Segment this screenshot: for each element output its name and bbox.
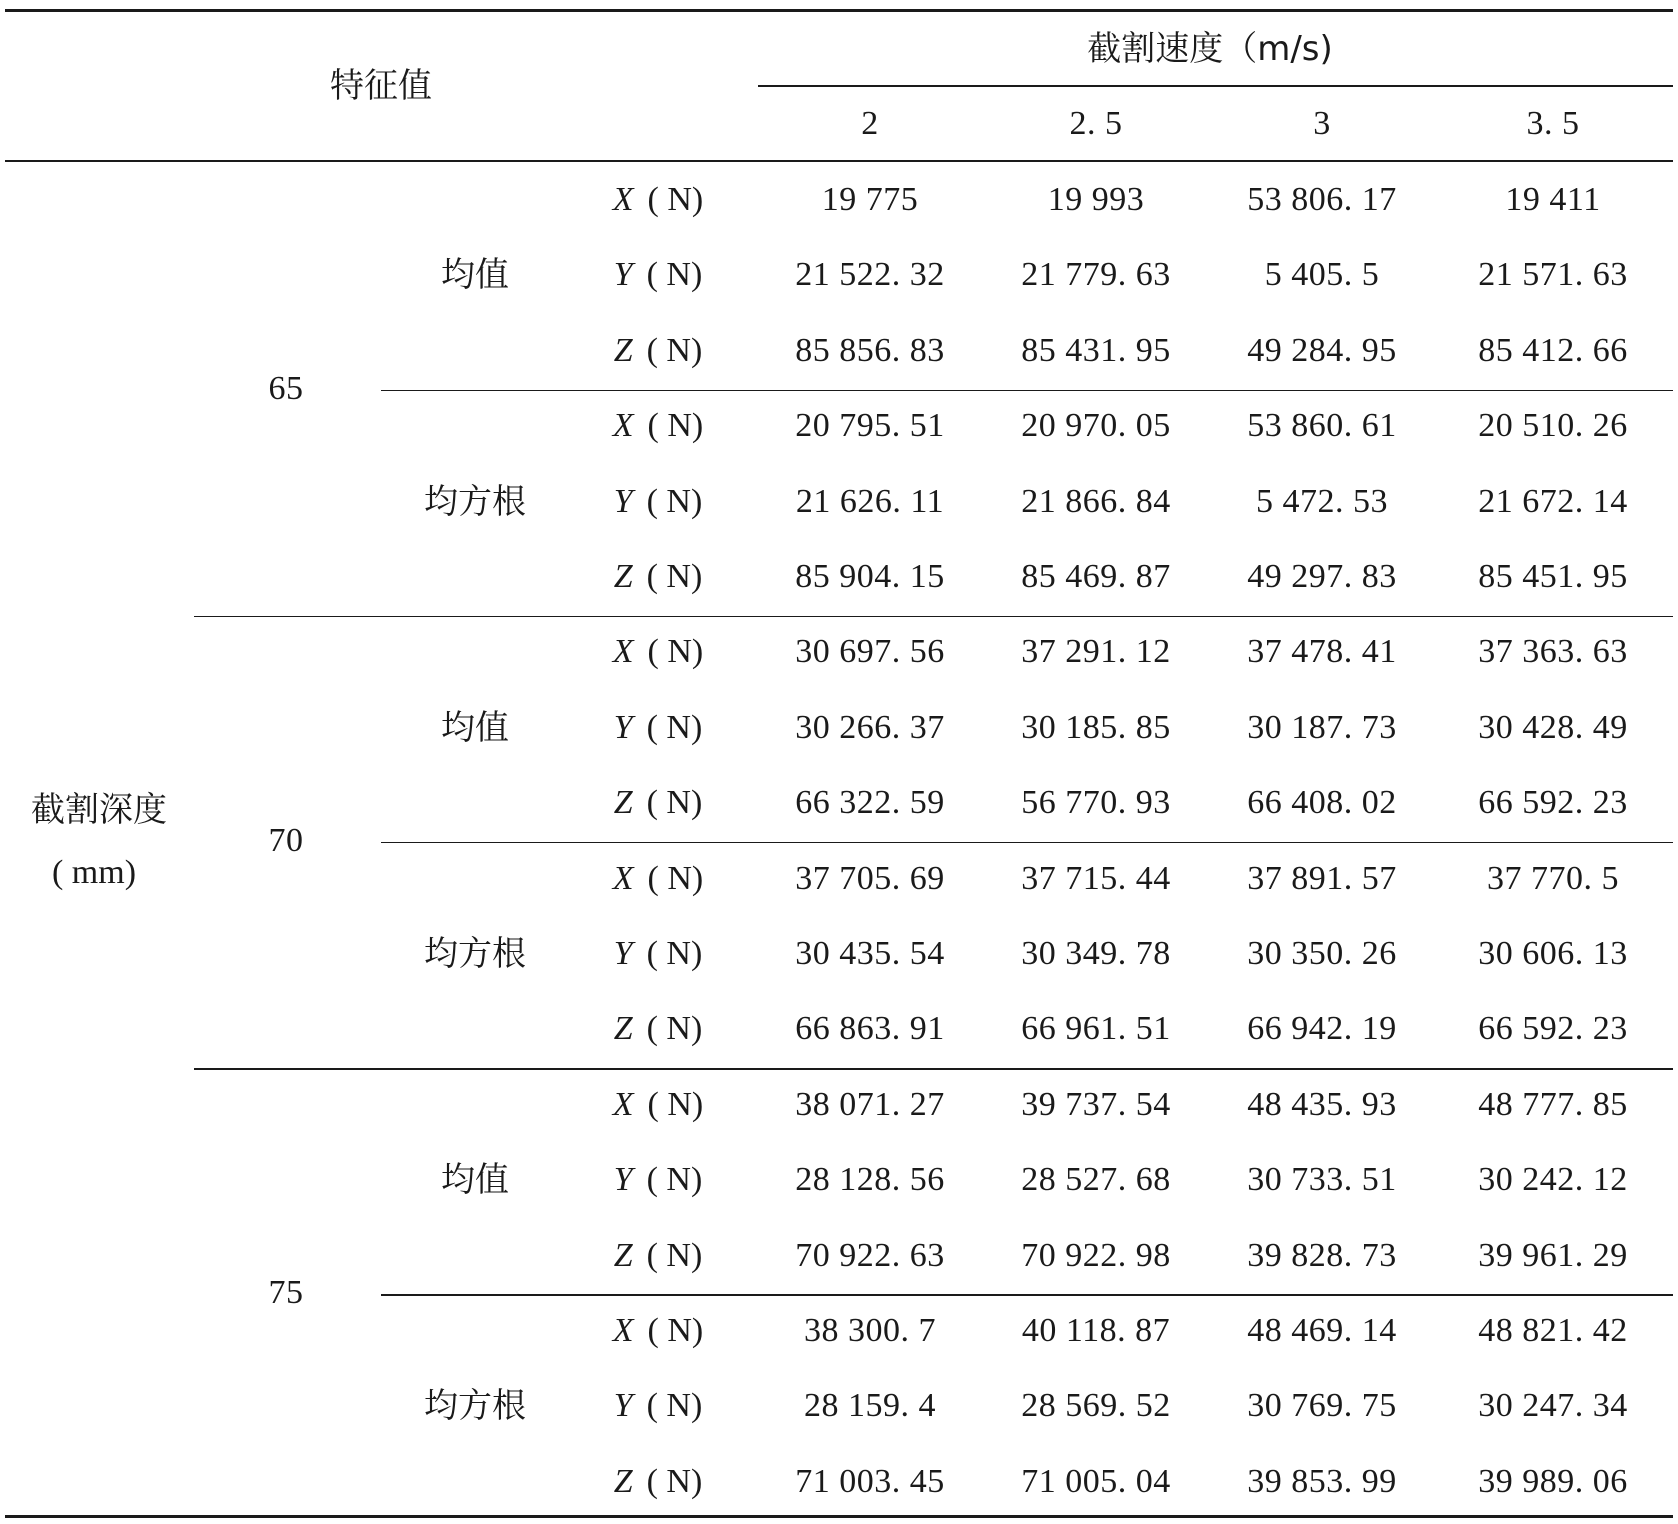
- axis-letter: Y: [613, 708, 633, 746]
- axis-letter: Y: [613, 1387, 633, 1425]
- axis-label: [613, 1085, 703, 1125]
- axis-unit: ( N): [647, 633, 704, 671]
- axis-label: [614, 708, 703, 748]
- axis-label: [614, 1236, 703, 1276]
- table-cell: 20 510. 26: [1478, 407, 1628, 445]
- table-cell: 38 300. 7: [804, 1312, 936, 1349]
- stat-label: 均方根: [424, 1386, 526, 1427]
- table-cell: 30 769. 75: [1247, 1387, 1397, 1425]
- table-cell: 30 185. 85: [1021, 708, 1171, 746]
- table-cell: 71 005. 04: [1021, 1462, 1171, 1500]
- axis-unit: ( N): [646, 784, 703, 822]
- axis-letter: Z: [613, 558, 633, 595]
- stat-label: 均方根: [424, 934, 526, 974]
- axis-label: [614, 1462, 703, 1502]
- table-cell: 38 071. 27: [795, 1085, 945, 1123]
- axis-unit: ( N): [647, 1312, 704, 1349]
- table-cell: 39 853. 99: [1247, 1462, 1397, 1500]
- speed-col-4: 3. 5: [1526, 105, 1580, 142]
- axis-letter: X: [612, 633, 634, 671]
- table-cell: 85 469. 87: [1021, 558, 1171, 595]
- depth-value: 70: [268, 821, 304, 859]
- table-cell: 53 806. 17: [1247, 181, 1397, 218]
- table-cell: 66 961. 51: [1021, 1010, 1171, 1048]
- axis-label: [614, 934, 703, 974]
- table-cell: 28 128. 56: [795, 1161, 945, 1199]
- axis-unit: ( N): [646, 482, 703, 520]
- table-cell: 85 904. 15: [795, 558, 945, 595]
- axis-label: [614, 255, 703, 295]
- table-cell: 70 922. 98: [1021, 1236, 1171, 1274]
- axis-unit: ( N): [646, 256, 703, 294]
- axis-unit: ( N): [646, 935, 703, 972]
- table-cell: 48 469. 14: [1247, 1312, 1397, 1349]
- table-cell: 30 242. 12: [1478, 1161, 1628, 1199]
- axis-unit: ( N): [646, 558, 703, 595]
- table-cell: 85 856. 83: [795, 331, 945, 369]
- axis-letter: Y: [613, 1161, 633, 1199]
- table-cell: 49 297. 83: [1247, 558, 1397, 595]
- table-cell: 19 775: [821, 181, 919, 218]
- feature-value-header: 特征值: [330, 66, 432, 106]
- axis-letter: Z: [613, 1010, 633, 1048]
- table-cell: 19 411: [1505, 181, 1601, 218]
- table-cell: 85 451. 95: [1478, 558, 1628, 595]
- axis-unit: ( N): [646, 1387, 703, 1425]
- table-cell: 30 697. 56: [795, 633, 945, 671]
- axis-unit: ( N): [646, 1010, 703, 1048]
- axis-letter: Z: [613, 784, 633, 822]
- table-cell: 49 284. 95: [1247, 331, 1397, 369]
- table-cell: 66 863. 91: [795, 1010, 945, 1048]
- table-cell: 28 527. 68: [1021, 1161, 1171, 1199]
- table-cell: 30 435. 54: [795, 935, 945, 972]
- table-cell: 21 626. 11: [795, 482, 945, 520]
- table-cell: 19 993: [1047, 181, 1145, 218]
- table-cell: 21 571. 63: [1478, 256, 1628, 294]
- cutting-speed-header: 截割速度（m/s): [1087, 29, 1333, 69]
- header-bottom-rule: [5, 160, 1673, 162]
- table-cell: 66 408. 02: [1247, 784, 1397, 822]
- axis-letter: Y: [613, 482, 633, 520]
- axis-unit: ( N): [647, 181, 704, 218]
- cutting-depth-label: 截割深度: [31, 790, 167, 830]
- axis-unit: ( N): [646, 1161, 703, 1199]
- axis-label: [614, 331, 703, 371]
- axis-letter: X: [612, 181, 634, 218]
- table-cell: 56 770. 93: [1021, 784, 1171, 822]
- table-cell: 71 003. 45: [795, 1462, 945, 1500]
- axis-unit: ( N): [646, 1236, 703, 1274]
- axis-letter: X: [612, 859, 634, 897]
- group-divider: [194, 1068, 1673, 1070]
- table-cell: 39 989. 06: [1478, 1462, 1628, 1500]
- table-cell: 30 187. 73: [1247, 708, 1397, 746]
- axis-letter: Z: [613, 331, 633, 369]
- axis-letter: Y: [613, 935, 633, 972]
- table-cell: 28 159. 4: [804, 1387, 936, 1425]
- table-cell: 5 472. 53: [1256, 482, 1388, 520]
- speed-col-2: 2. 5: [1069, 105, 1123, 142]
- table-cell: 5 405. 5: [1264, 256, 1380, 294]
- axis-unit: ( N): [647, 1085, 704, 1123]
- axis-unit: ( N): [647, 407, 704, 445]
- stat-label: 均方根: [424, 481, 526, 522]
- axis-letter: Z: [613, 1462, 633, 1500]
- axis-unit: ( N): [646, 331, 703, 369]
- cutting-depth-unit: ( mm): [51, 854, 137, 891]
- table-cell: 21 672. 14: [1478, 482, 1628, 520]
- table-cell: 48 777. 85: [1478, 1085, 1628, 1123]
- table-cell: 66 942. 19: [1247, 1010, 1397, 1048]
- stat-label: 均值: [441, 707, 509, 748]
- table-cell: 85 431. 95: [1021, 331, 1171, 369]
- table-cell: 21 866. 84: [1021, 482, 1171, 520]
- table-cell: 20 795. 51: [795, 407, 945, 445]
- table-cell: 37 291. 12: [1021, 633, 1171, 671]
- table-cell: 66 592. 23: [1478, 784, 1628, 822]
- axis-label: [614, 482, 703, 522]
- table-cell: 37 478. 41: [1247, 633, 1397, 671]
- axis-label: [614, 557, 703, 597]
- table-cell: 48 435. 93: [1247, 1085, 1397, 1123]
- table-cell: 30 266. 37: [795, 708, 945, 746]
- axis-label: [614, 1160, 703, 1200]
- table-cell: 85 412. 66: [1478, 331, 1628, 369]
- table-cell: 20 970. 05: [1021, 407, 1171, 445]
- table-cell: 30 733. 51: [1247, 1161, 1397, 1199]
- table-cell: 37 715. 44: [1021, 859, 1171, 897]
- axis-label: [613, 1311, 703, 1351]
- table-cell: 37 770. 5: [1487, 859, 1619, 897]
- table-cell: 39 961. 29: [1478, 1236, 1628, 1274]
- table-cell: 30 349. 78: [1021, 935, 1171, 972]
- table-cell: 30 247. 34: [1478, 1387, 1628, 1425]
- table-cell: 37 705. 69: [795, 859, 945, 897]
- table-cell: 39 737. 54: [1021, 1085, 1171, 1123]
- axis-unit: ( N): [646, 708, 703, 746]
- speed-subrule: [758, 85, 1673, 87]
- table-cell: 28 569. 52: [1021, 1387, 1171, 1425]
- axis-letter: X: [612, 1085, 634, 1123]
- table-cell: 48 821. 42: [1478, 1312, 1628, 1349]
- stat-divider: [381, 1294, 1673, 1296]
- axis-label: [614, 1386, 703, 1426]
- group-divider: [194, 616, 1673, 618]
- table-cell: 21 522. 32: [795, 256, 945, 294]
- table-cell: 70 922. 63: [795, 1236, 945, 1274]
- depth-value: 65: [268, 369, 304, 407]
- axis-letter: Z: [613, 1236, 633, 1274]
- axis-label: [613, 632, 703, 672]
- axis-unit: ( N): [647, 859, 704, 897]
- axis-letter: Y: [613, 256, 633, 294]
- table-cell: 40 118. 87: [1021, 1312, 1171, 1349]
- speed-col-3: 3: [1313, 105, 1331, 142]
- table-cell: 30 606. 13: [1478, 935, 1628, 972]
- axis-label: [613, 859, 703, 899]
- bottom-rule: [5, 1515, 1673, 1518]
- speed-col-1: 2: [861, 105, 879, 142]
- table-cell: 30 350. 26: [1247, 935, 1397, 972]
- axis-letter: X: [612, 407, 634, 445]
- table-cell: 39 828. 73: [1247, 1236, 1397, 1274]
- table-cell: 66 592. 23: [1478, 1010, 1628, 1048]
- table-cell: 21 779. 63: [1021, 256, 1171, 294]
- table-cell: 66 322. 59: [795, 784, 945, 822]
- axis-label: [613, 180, 703, 220]
- axis-label: [614, 1009, 703, 1049]
- stat-label: 均值: [441, 1160, 509, 1201]
- table-cell: 53 860. 61: [1247, 407, 1397, 445]
- axis-unit: ( N): [646, 1462, 703, 1500]
- stat-label: 均值: [441, 255, 509, 296]
- table-cell: 37 891. 57: [1247, 859, 1397, 897]
- stat-divider: [381, 390, 1673, 392]
- top-rule: [5, 9, 1673, 12]
- stat-divider: [381, 842, 1673, 844]
- depth-value: 75: [268, 1274, 304, 1312]
- axis-label: [614, 783, 703, 823]
- axis-label: [613, 406, 703, 446]
- axis-letter: X: [612, 1312, 634, 1349]
- table-cell: 37 363. 63: [1478, 633, 1628, 671]
- table-cell: 30 428. 49: [1478, 708, 1628, 746]
